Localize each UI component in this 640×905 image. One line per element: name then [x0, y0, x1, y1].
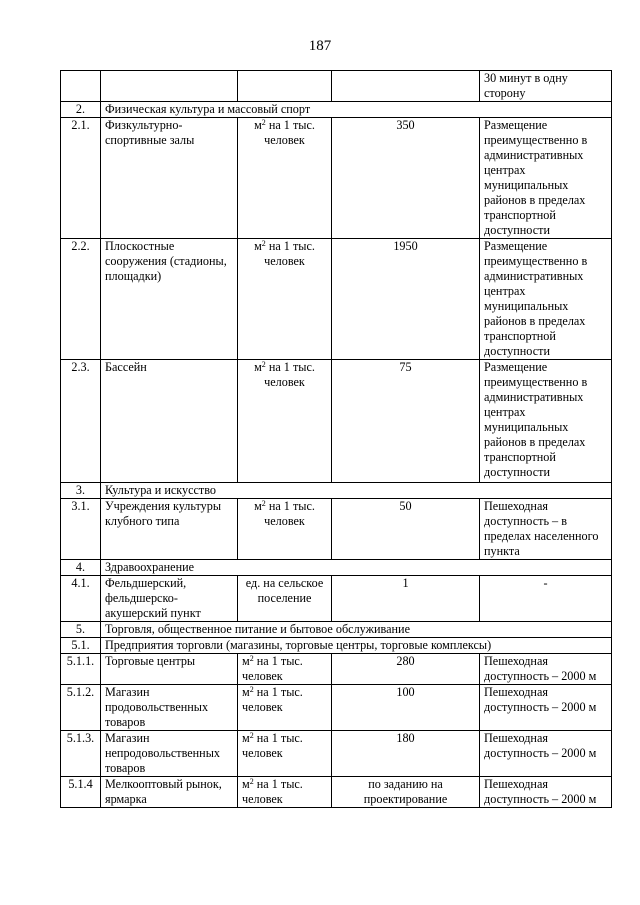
row-number: 2.2.	[61, 239, 101, 360]
section-row	[61, 622, 612, 638]
row-note: Пешеходная доступность – 2000 м	[480, 654, 612, 685]
row-value: 50	[332, 499, 480, 560]
row-note: Размещение преимущественно в административных центрах муниципальных районов в пределах транспортной доступности	[480, 118, 612, 239]
row-value: 180	[332, 731, 480, 777]
row-number: 2.	[61, 102, 101, 118]
table-row	[61, 118, 612, 239]
section-row	[61, 102, 612, 118]
row-name: Магазин непродовольственных товаров	[101, 731, 238, 777]
row-number: 3.1.	[61, 499, 101, 560]
section-title: Торговля, общественное питание и бытовое обслуживание	[101, 622, 612, 638]
row-number: 2.1.	[61, 118, 101, 239]
row-unit: ед. на сельское поселение	[238, 576, 332, 622]
row-note: -	[480, 576, 612, 622]
row-unit: $м^2$ на 1 тыс. человек	[238, 731, 332, 777]
row-number: 2.3.	[61, 360, 101, 483]
row-number: 5.1.1.	[61, 654, 101, 685]
page-number: 187	[308, 38, 332, 54]
row-note: Пешеходная доступность – 2000 м	[480, 777, 612, 808]
row-number: 4.1.	[61, 576, 101, 622]
row-unit: $м^2$ на 1 тыс. человек	[238, 118, 332, 239]
row-note: Пешеходная доступность – 2000 м	[480, 731, 612, 777]
section-row	[61, 483, 612, 499]
row-name: Магазин продовольственных товаров	[101, 685, 238, 731]
table-row	[61, 685, 612, 731]
row-unit: $м^2$ на 1 тыс. человек	[238, 360, 332, 483]
row-value: 1	[332, 576, 480, 622]
norms-table	[60, 70, 612, 808]
row-number: 5.1.	[61, 638, 101, 654]
table-row	[61, 777, 612, 808]
row-note: Размещение преимущественно в административных центрах муниципальных районов в пределах транспортной доступности	[480, 239, 612, 360]
section-title: Предприятия торговли (магазины, торговые центры, торговые комплексы)	[101, 638, 612, 654]
row-number: 5.	[61, 622, 101, 638]
section-row	[61, 638, 612, 654]
row-unit: $м^2$ на 1 тыс. человек	[238, 654, 332, 685]
section-title: Культура и искусство	[101, 483, 612, 499]
row-value: 75	[332, 360, 480, 483]
row-number: 5.1.2.	[61, 685, 101, 731]
row-number: 3.	[61, 483, 101, 499]
row-number: 4.	[61, 560, 101, 576]
table-row	[61, 654, 612, 685]
row-unit: $м^2$ на 1 тыс. человек	[238, 239, 332, 360]
row-unit: $м^2$ на 1 тыс. человек	[238, 685, 332, 731]
row-name: Фельдшерский, фельдшерско-акушерский пункт	[101, 576, 238, 622]
row-value: 350	[332, 118, 480, 239]
section-row	[61, 560, 612, 576]
row-name: Бассейн	[101, 360, 238, 483]
section-title: Здравоохранение	[101, 560, 612, 576]
row-note: Пешеходная доступность – в пределах населенного пункта	[480, 499, 612, 560]
row-name: Торговые центры	[101, 654, 238, 685]
row-value: 100	[332, 685, 480, 731]
row-note: 30 минут в одну сторону	[480, 71, 612, 102]
section-title: Физическая культура и массовый спорт	[101, 102, 612, 118]
row-value: 280	[332, 654, 480, 685]
row-number: 5.1.3.	[61, 731, 101, 777]
row-value: по заданию на проектирование	[332, 777, 480, 808]
row-unit: $м^2$ на 1 тыс. человек	[238, 499, 332, 560]
row-value: 1950	[332, 239, 480, 360]
row-note: Пешеходная доступность – 2000 м	[480, 685, 612, 731]
row-unit: $м^2$ на 1 тыс. человек	[238, 777, 332, 808]
table-row	[61, 576, 612, 622]
table-row	[61, 731, 612, 777]
table-row	[61, 239, 612, 360]
row-number: 5.1.4	[61, 777, 101, 808]
table-row	[61, 499, 612, 560]
row-note: Размещение преимущественно в административных центрах муниципальных районов в пределах транспортной доступности	[480, 360, 612, 483]
row-name: Физкультурно-спортивные залы	[101, 118, 238, 239]
row-name: Учреждения культуры клубного типа	[101, 499, 238, 560]
table-row	[61, 71, 612, 102]
row-name: Плоскостные сооружения (стадионы, площадки)	[101, 239, 238, 360]
row-name: Мелкооптовый рынок, ярмарка	[101, 777, 238, 808]
table-row	[61, 360, 612, 483]
